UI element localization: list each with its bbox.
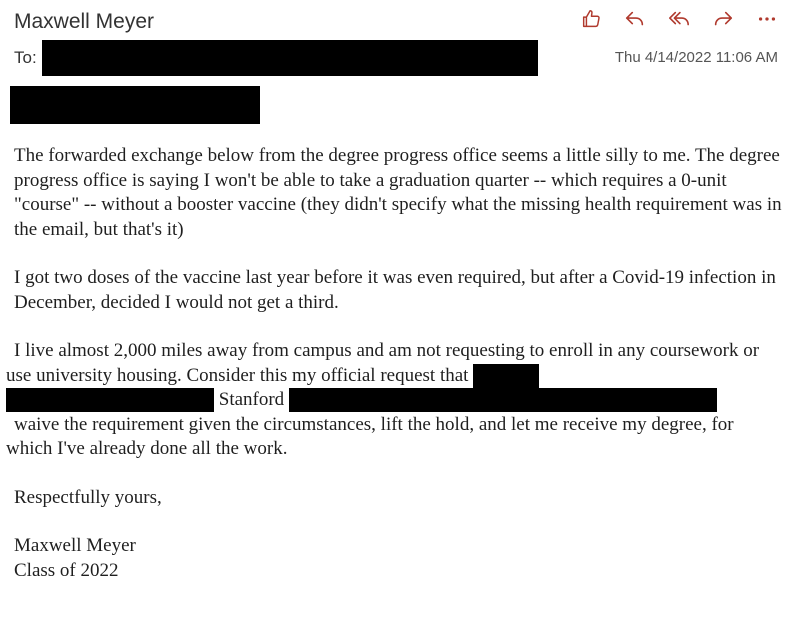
redacted-recipient — [42, 40, 538, 76]
closing: Respectfully yours, — [14, 486, 162, 508]
more-actions-button[interactable] — [754, 6, 780, 32]
paragraph-3-outro: waive the requirement given the circumstances, lift the hold, and let me receive my degree, for which I've already done all the work. — [6, 413, 734, 459]
message-actions — [578, 6, 780, 32]
signature — [14, 534, 784, 583]
redacted-subject — [10, 86, 260, 124]
reply-icon — [624, 8, 646, 30]
redacted-name-3 — [289, 388, 717, 412]
paragraph-3-intro: I live almost 2,000 miles away from campus and am not requesting to enroll in any coursework or use university housing. Consider this my official request that — [6, 340, 760, 386]
reply-button[interactable] — [622, 6, 648, 32]
paragraph-3 — [6, 339, 784, 462]
like-button[interactable] — [578, 6, 604, 32]
forward-icon — [712, 8, 734, 30]
paragraph-2: I got two doses of the vaccine last year before it was even required, but after a Covid-19 infection in December, decided I would not get a third. — [14, 267, 776, 313]
signature-name: Maxwell Meyer — [14, 535, 136, 556]
sender-name: Maxwell Meyer — [14, 10, 155, 33]
message-body — [6, 144, 784, 583]
reply-all-button[interactable] — [666, 6, 692, 32]
paragraph-1: The forwarded exchange below from the degree progress office seems a little silly to me. The degree progress office is saying I won't be able to take a graduation quarter -- which requires a 0-unit "course" -- without a booster vaccine (they didn't specify what the missing health requirement was in the email, but that's it) — [14, 145, 782, 240]
more-icon — [756, 8, 778, 30]
to-label: To: — [14, 48, 37, 67]
reply-all-icon — [668, 8, 690, 30]
paragraph-3-stanford: Stanford — [218, 389, 285, 410]
sent-date: Thu 4/14/2022 11:06 AM — [614, 49, 778, 66]
redacted-name-1 — [473, 364, 539, 388]
thumbs-up-icon — [580, 8, 602, 30]
forward-button[interactable] — [710, 6, 736, 32]
redacted-name-2 — [6, 388, 214, 412]
signature-class: Class of 2022 — [14, 559, 119, 581]
